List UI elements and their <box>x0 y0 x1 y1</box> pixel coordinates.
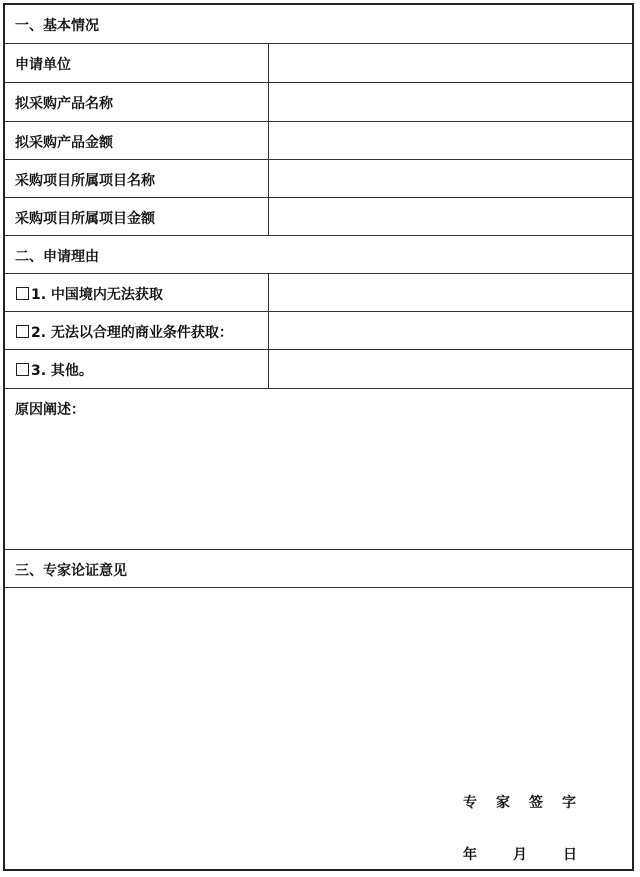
field-value-product-name[interactable] <box>269 83 632 121</box>
signature-char-1: 专 <box>463 795 477 811</box>
reason-row-3 <box>5 350 632 389</box>
field-label-product-name: 拟采购产品名称 <box>15 96 113 112</box>
section-expert-header <box>5 550 632 588</box>
explanation-box[interactable] <box>5 389 632 550</box>
field-value-project-name[interactable] <box>269 160 632 197</box>
reason-3-value[interactable] <box>269 350 632 388</box>
reason-item-2 <box>16 322 233 342</box>
section-basic-info-header <box>5 5 632 44</box>
reason-3-checkbox[interactable] <box>16 363 29 376</box>
reason-row-2 <box>5 312 632 350</box>
date-year: 年 <box>463 847 477 863</box>
field-row-project-amount <box>5 198 632 236</box>
reason-row-1 <box>5 274 632 312</box>
reason-item-1 <box>16 284 163 304</box>
reason-2-value[interactable] <box>269 312 632 349</box>
section-reason-title: 二、申请理由 <box>15 249 99 265</box>
signature-char-3: 签 <box>529 795 543 811</box>
explanation-label: 原因阐述： <box>15 402 85 418</box>
reason-2-label: 2. 无法以合理的商业条件获取： <box>31 325 233 341</box>
field-row-product-name <box>5 83 632 122</box>
field-value-project-amount[interactable] <box>269 198 632 235</box>
explanation-value[interactable] <box>15 423 622 541</box>
reason-item-3 <box>16 360 93 380</box>
date-month: 月 <box>513 847 527 863</box>
signature-char-4: 字 <box>562 795 576 811</box>
field-value-applicant[interactable] <box>269 44 632 82</box>
section-reason-header <box>5 236 632 274</box>
application-form <box>3 3 634 871</box>
section-expert-title: 三、专家论证意见 <box>15 563 127 579</box>
reason-2-checkbox[interactable] <box>16 325 29 338</box>
field-row-project-name <box>5 160 632 198</box>
date-day: 日 <box>563 847 577 863</box>
field-row-applicant <box>5 44 632 83</box>
expert-opinion-box[interactable] <box>5 588 632 869</box>
field-label-project-name: 采购项目所属项目名称 <box>15 173 155 189</box>
reason-1-value[interactable] <box>269 274 632 311</box>
field-label-applicant: 申请单位 <box>15 57 71 73</box>
section-basic-info-title: 一、基本情况 <box>15 18 99 34</box>
reason-3-label: 3. 其他。 <box>31 363 93 379</box>
signature-char-2: 家 <box>496 795 510 811</box>
reason-1-checkbox[interactable] <box>16 287 29 300</box>
field-label-product-amount: 拟采购产品金额 <box>15 135 113 151</box>
reason-1-label: 1. 中国境内无法获取 <box>31 287 163 303</box>
field-label-project-amount: 采购项目所属项目金额 <box>15 211 155 227</box>
field-value-product-amount[interactable] <box>269 122 632 159</box>
field-row-product-amount <box>5 122 632 160</box>
